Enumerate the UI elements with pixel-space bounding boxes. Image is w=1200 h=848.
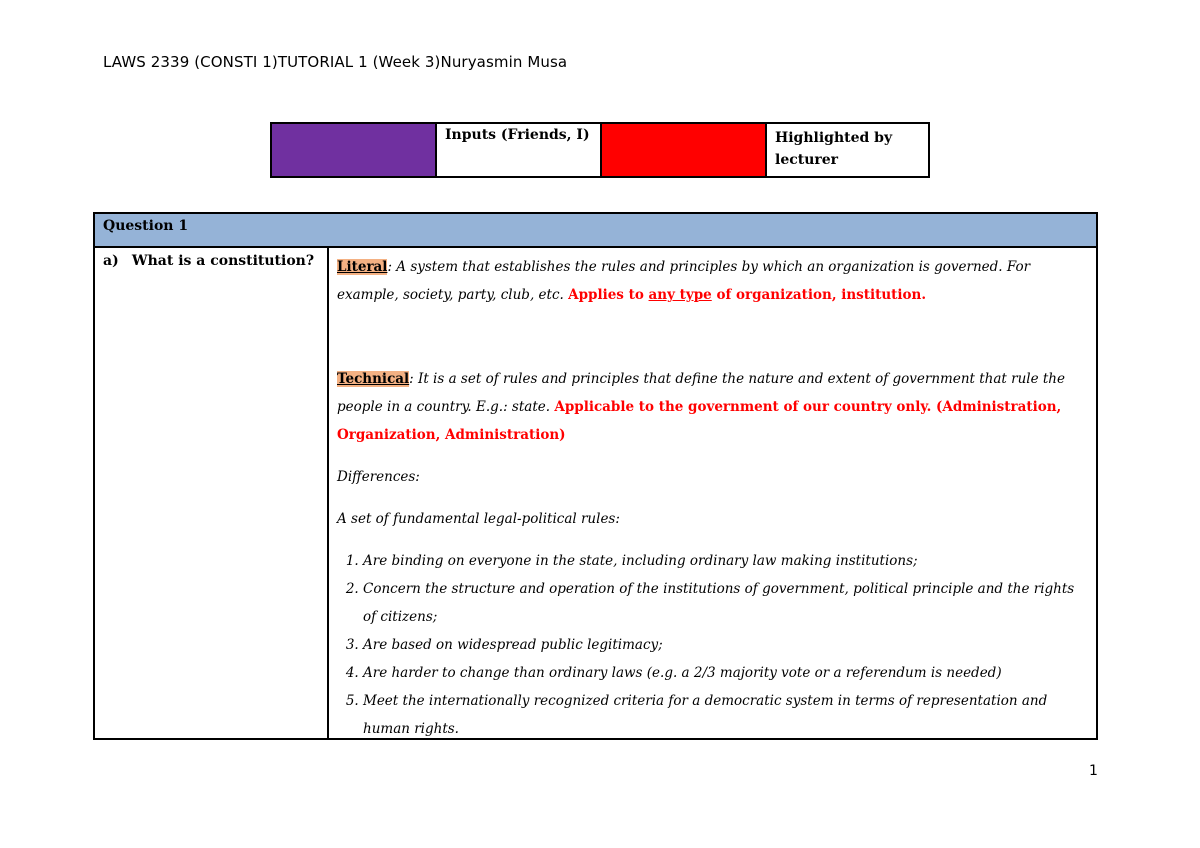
- literal-paragraph: [337, 253, 1088, 309]
- criteria-intro: A set of fundamental legal-political rules:: [337, 511, 620, 527]
- list-item: 3. Are based on widespread public legitimacy;: [363, 631, 1088, 659]
- document-header: LAWS 2339 (CONSTI 1)TUTORIAL 1 (Week 3)Nuryasmin Musa: [103, 53, 568, 71]
- technical-term: Technical: [337, 371, 410, 387]
- list-item: 4. Are harder to change than ordinary laws (e.g. a 2/3 majority vote or a referendum is needed): [363, 659, 1088, 687]
- red-swatch: [602, 124, 767, 176]
- technical-text: : It is a set of rules and principles that define the nature and extent of government that rule the people in a country. E.g.: state.: [337, 371, 1065, 415]
- literal-text: : A system that establishes the rules and principles by which an organization is governed. For example, society, party, club, etc.: [337, 259, 1031, 303]
- technical-red: Applicable to the government of our country only. (Administration, Organization, Administration): [337, 399, 1062, 443]
- part-marker: a): [103, 253, 119, 269]
- differences-label: Differences:: [337, 469, 420, 485]
- red-legend-label: Highlighted by lecturer: [775, 130, 893, 168]
- criteria-list: [337, 547, 1088, 743]
- purple-swatch: [272, 124, 437, 176]
- list-item: 2. Concern the structure and operation of the institutions of government, political principle and the rights of citizens;: [363, 575, 1088, 631]
- list-item: 1. Are binding on everyone in the state, including ordinary law making institutions;: [363, 547, 1088, 575]
- list-item: 5. Meet the internationally recognized criteria for a democratic system in terms of representation and human rights.: [363, 687, 1088, 743]
- color-legend-table: [270, 122, 930, 178]
- part-label: What is a constitution?: [131, 253, 315, 269]
- purple-legend-label: Inputs (Friends, I): [437, 124, 602, 176]
- question-table: [93, 212, 1098, 740]
- technical-paragraph: [337, 365, 1088, 449]
- literal-term: Literal: [337, 259, 388, 275]
- question-heading: Question 1: [95, 214, 1096, 248]
- literal-red-3: of organization, institution.: [711, 287, 927, 303]
- answer-cell: [329, 248, 1096, 738]
- literal-red-1: Applies to: [568, 287, 649, 303]
- question-part-cell: [95, 248, 329, 738]
- page-number: 1: [1089, 763, 1098, 779]
- literal-red-2: any type: [648, 287, 712, 303]
